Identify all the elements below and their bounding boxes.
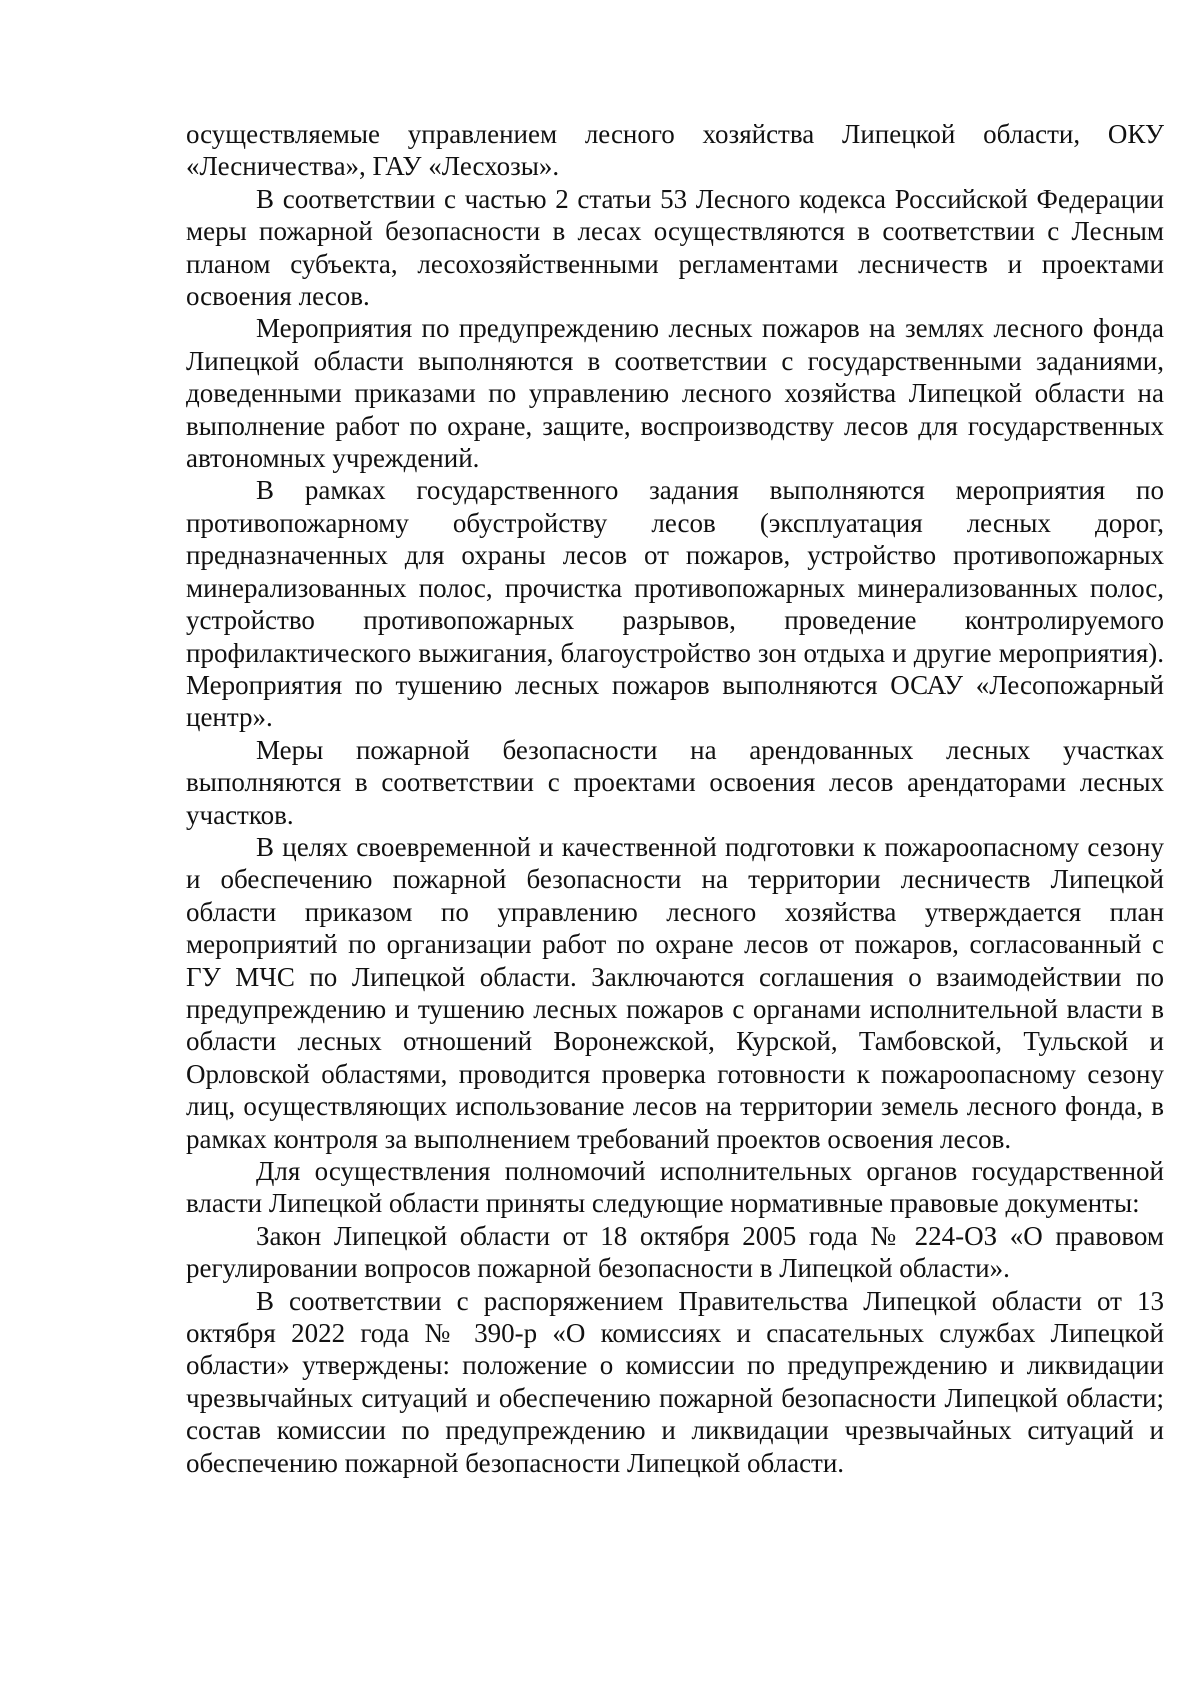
- paragraph-normative-documents: Для осуществления полномочий исполнительных органов государственной власти Липецкой области приняты следующие нормативные правовые документы:: [186, 1156, 1164, 1219]
- paragraph-government-order: В соответствии с распоряжением Правительства Липецкой области от 13 октября 2022 года № 390-р «О комиссиях и спасательных службах Липецкой области» утверждены: положение о комиссии по предупреждению и ликвидации чрезвычайных ситуаций и обеспечению пожарной безопасности Липецкой области; состав комиссии по предупреждению и ликвидации чрезвычайных ситуаций и обеспечению пожарной безопасности Липецкой области.: [186, 1285, 1164, 1478]
- paragraph-forest-code: В соответствии с частью 2 статьи 53 Лесного кодекса Российской Федерации меры пожарной безопасности в лесах осуществляются в соответствии с Лесным планом субъекта, лесохозяйственными регламентами лесничеств и проектами освоения лесов.: [186, 183, 1164, 312]
- paragraph-state-assignment: В рамках государственного задания выполняются мероприятия по противопожарному обустройству лесов (эксплуатация лесных дорог, предназначенных для охраны лесов от пожаров, устройство противопожарных минерализованных полос, прочистка противопожарных минерализованных полос, устройство противопожарных разрывов, проведение контролируемого профилактического выжигания, благоустройство зон отдыха и другие мероприятия). Мероприятия по тушению лесных пожаров выполняются ОСАУ «Лесопожарный центр».: [186, 475, 1164, 733]
- paragraph-continuation: осуществляемые управлением лесного хозяйства Липецкой области, ОКУ «Лесничества», ГАУ «Лесхозы».: [186, 119, 1164, 182]
- paragraph-regional-law: Закон Липецкой области от 18 октября 2005 года № 224-ОЗ «О правовом регулировании вопросов пожарной безопасности в Липецкой области».: [186, 1220, 1164, 1284]
- paragraph-fire-season-prep: В целях своевременной и качественной подготовки к пожароопасному сезону и обеспечению пожарной безопасности на территории лесничеств Липецкой области приказом по управлению лесного хозяйства утверждается план мероприятий по организации работ по охране лесов от пожаров, согласованный с ГУ МЧС по Липецкой области. Заключаются соглашения о взаимодействии по предупреждению и тушению лесных пожаров с органами исполнительной власти в области лесных отношений Воронежской, Курской, Тамбовской, Тульской и Орловской областями, проводится проверка готовности к пожароопасному сезону лиц, осуществляющих использование лесов на территории земель лесного фонда, в рамках контроля за выполнением требований проектов освоения лесов.: [186, 831, 1164, 1154]
- paragraph-fire-prevention: Мероприятия по предупреждению лесных пожаров на землях лесного фонда Липецкой области выполняются в соответствии с государственными заданиями, доведенными приказами по управлению лесного хозяйства Липецкой области на выполнение работ по охране, защите, воспроизводству лесов для государственных автономных учреждений.: [186, 313, 1164, 474]
- paragraph-leased-plots: Меры пожарной безопасности на арендованных лесных участках выполняются в соответствии с проектами освоения лесов арендаторами лесных участков.: [186, 734, 1164, 830]
- document-body: [186, 118, 1164, 1479]
